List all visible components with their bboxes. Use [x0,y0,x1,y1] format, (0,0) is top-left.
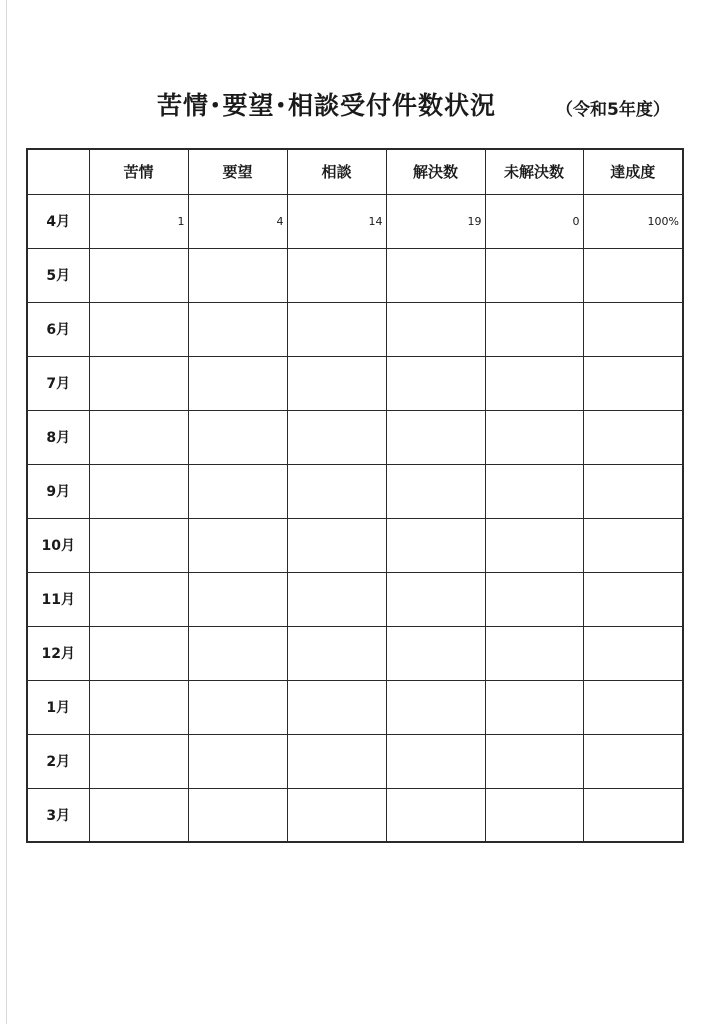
table-row [27,518,683,572]
table-row [27,464,683,518]
cell-requests [188,302,287,356]
cell-requests [188,788,287,842]
table-row [27,194,683,248]
table-row [27,356,683,410]
cell-achievement [583,248,683,302]
cell-achievement [583,410,683,464]
cell-requests [188,410,287,464]
cell-consultations [287,680,386,734]
fiscal-year-label: （令和5年度） [556,100,670,120]
cell-requests [188,626,287,680]
cell-unresolved [485,248,583,302]
cell-unresolved [485,464,583,518]
cell-complaints [89,410,188,464]
month-label: 11月 [27,572,89,626]
cell-achievement [583,302,683,356]
month-label: 2月 [27,734,89,788]
month-label: 7月 [27,356,89,410]
page-edge [6,0,7,1024]
cell-complaints [89,518,188,572]
table-row [27,680,683,734]
cell-resolved [386,734,485,788]
cell-consultations [287,302,386,356]
month-label: 4月 [27,194,89,248]
cell-resolved [386,302,485,356]
cell-consultations: 14 [287,194,386,248]
cell-unresolved [485,356,583,410]
cell-requests [188,680,287,734]
document-title: 苦情･要望･相談受付件数状況 [157,91,497,120]
cell-complaints [89,626,188,680]
month-label: 10月 [27,518,89,572]
table-row [27,410,683,464]
cell-complaints [89,356,188,410]
cell-achievement [583,788,683,842]
cell-unresolved [485,680,583,734]
cell-resolved [386,680,485,734]
cell-resolved [386,572,485,626]
month-label: 3月 [27,788,89,842]
cell-consultations [287,572,386,626]
cell-consultations [287,518,386,572]
cell-requests [188,572,287,626]
cell-complaints: 1 [89,194,188,248]
cell-resolved [386,410,485,464]
header-requests: 要望 [188,149,287,194]
month-label: 12月 [27,626,89,680]
cell-consultations [287,410,386,464]
cell-achievement [583,734,683,788]
cell-resolved [386,464,485,518]
month-label: 9月 [27,464,89,518]
cell-resolved [386,356,485,410]
cell-consultations [287,464,386,518]
cell-complaints [89,248,188,302]
cell-requests [188,356,287,410]
cell-unresolved [485,788,583,842]
table-row [27,302,683,356]
cell-achievement [583,680,683,734]
complaints-table [26,148,684,843]
cell-resolved [386,518,485,572]
cell-requests [188,248,287,302]
header-achievement: 達成度 [583,149,683,194]
cell-consultations [287,788,386,842]
cell-requests [188,518,287,572]
cell-unresolved [485,410,583,464]
cell-complaints [89,464,188,518]
cell-requests [188,464,287,518]
cell-unresolved [485,626,583,680]
cell-complaints [89,734,188,788]
table-row [27,734,683,788]
table-header-row [27,149,683,194]
cell-achievement: 100% [583,194,683,248]
cell-requests [188,734,287,788]
month-label: 1月 [27,680,89,734]
cell-requests: 4 [188,194,287,248]
cell-consultations [287,626,386,680]
header-resolved: 解決数 [386,149,485,194]
cell-unresolved [485,734,583,788]
cell-consultations [287,356,386,410]
cell-complaints [89,302,188,356]
table-row [27,788,683,842]
cell-resolved [386,788,485,842]
month-label: 5月 [27,248,89,302]
cell-resolved: 19 [386,194,485,248]
table-row [27,626,683,680]
cell-resolved [386,248,485,302]
cell-achievement [583,356,683,410]
cell-consultations [287,734,386,788]
cell-achievement [583,572,683,626]
header-unresolved: 未解決数 [485,149,583,194]
header-consultations: 相談 [287,149,386,194]
cell-resolved [386,626,485,680]
table-row [27,572,683,626]
table-row [27,248,683,302]
cell-complaints [89,788,188,842]
cell-complaints [89,572,188,626]
cell-unresolved [485,518,583,572]
cell-achievement [583,518,683,572]
cell-unresolved [485,572,583,626]
cell-unresolved: 0 [485,194,583,248]
cell-achievement [583,626,683,680]
header-complaints: 苦情 [89,149,188,194]
cell-unresolved [485,302,583,356]
header-corner-cell [27,149,89,194]
month-label: 6月 [27,302,89,356]
cell-achievement [583,464,683,518]
cell-complaints [89,680,188,734]
cell-consultations [287,248,386,302]
month-label: 8月 [27,410,89,464]
